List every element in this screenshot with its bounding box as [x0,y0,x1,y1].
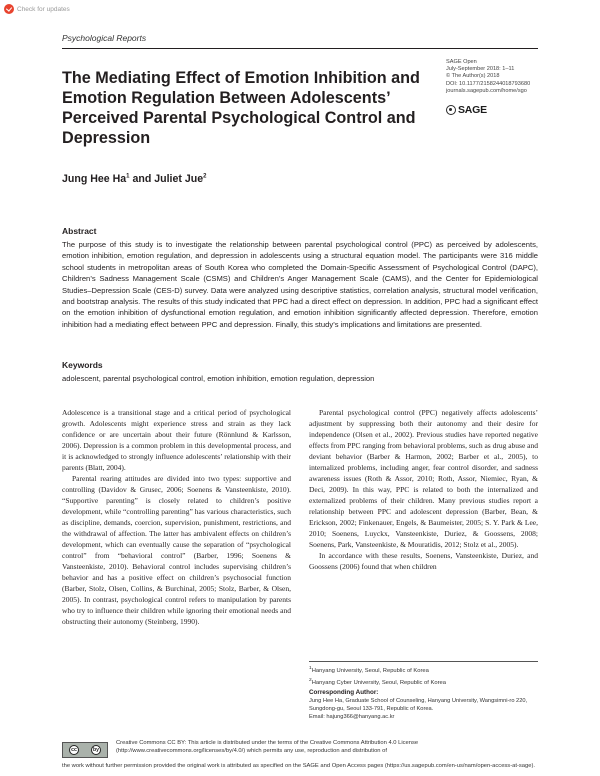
header-rule [62,48,538,49]
keywords-text: adolescent, parental psychological control, emotion inhibition, emotion regulation, depression [62,374,375,383]
doi[interactable]: DOI: 10.1177/2158244018793680 [446,80,531,87]
author-name: Jung Hee Ha [62,173,127,185]
license-text-continued: the work without further permission provided the original work is attributed as specified on the SAGE and Open Access pages (https://us.sagepub.com/en-us/nam/open-access-at-sage). [62,763,536,769]
cc-by-license-badge[interactable] [62,742,108,758]
check-for-updates-label: Check for updates [17,5,70,13]
journal-meta [446,59,566,95]
abstract-text: The purpose of this study is to investigate the relationship between parental psychological control (PPC) as perceived by adolescents, emotion inhibition, emotion regulation, and depression in adolescents using a structural equation model. The participants were 316 middle school students in metropolitan areas of South Korea who completed the Domain-Specific Assessment of Psychological Control (DAPC), Children’s Sadness Management Scale (CSMS) and Children’s Anger Management Scale (CAMS), and the Center for Epidemiological Studies–Depression Scale (CES-D) survey. Data were analyzed using descriptive statistics, correlation analysis, structural model verification, and bootstrap analysis. The results of this study indicated that PPC had a direct effect on depression. In addition, PPC had a significant effect on the emotion inhibition of dysfunctional emotion regulation, and emotion inhibition significantly affected depression. Therefore, emotion inhibition had a mediating effect between PPC and depression. Finally, this study’s implications and limitations are presented. [62,240,538,329]
author-name: Juliet Jue [154,173,204,185]
sage-logo [446,104,487,116]
corresponding-author-details [309,698,538,721]
checkmark-icon [4,4,14,14]
corresponding-email[interactable]: Email: hajung366@hanyang.ac.kr [309,713,395,720]
article-title: The Mediating Effect of Emotion Inhibition and Emotion Regulation Between Adolescents’ Perceived Parental Psychological Control and Depression [62,69,420,147]
journal-name: SAGE Open [446,59,477,65]
affiliation-item: $^2$Hanyang Cyber University, Seoul, Republic of Korea [309,677,446,686]
body-column-left [62,407,291,627]
affiliation-item: $^1$Hanyang University, Seoul, Republic of Korea [309,666,429,674]
abstract-heading: Abstract [62,226,97,236]
body-column-right [309,407,538,572]
body-paragraph: Parental psychological control (PPC) negatively affects adolescents’ adjustment by suppressing both their autonomy and their desire for independence (Olsen et al., 2002). Previous studies have reported negative effects from PPC ranging from behavioral problems, such as drug abuse and deviant behavior (Barber & Harmon, 2002; Barber et al., 2005), to internalized problems, including anger, fear control disorder, and sadness awareness issues (Roth & Assor, 2010; Roth, Assor, Niemiec, Ryan, & Deci, 2009). In this way, PPC is related to both the internalized and externalized problems of their children. Many previous studies report a relationship between PPC and adolescent depression (Barber, Bean, & Erickson, 2002; Finkenauer, Engels, & Baumeister, 2005; S. Y. Park & Lee, 2010; Soenens, Luyckx, Vansteenkiste, Duriez, & Goossens, 2008; Soenens, Park, Vansteenkiste, & Mouratidis, 2012; Stolz et al., 2005). [309,408,538,549]
affiliation-marker: 1 [126,173,130,180]
journal-section: Psychological Reports [62,33,147,43]
sage-logo-text: SAGE [458,104,487,116]
body-paragraph: Parental rearing attitudes are divided into two types: supportive and controlling (Davidov & Grusec, 2006; Soenens & Vansteenkiste, 2010). “Supportive parenting” is closely related to children’s positive development, while “controlling parenting” has various characteristics, such as discipline, demands, coercion, supervision, punishment, restrictions, and the withdrawal of affection. The latter has ambivalent effects on children’s development, which can eventually cause the separation of “psychological control” from “behavioral control” (Barber, 1996; Soenens & Vansteenkiste, 2010). Behavioral control includes supervising children’s behavior and has a positive effect on children’s psychosocial function (Barber, Stolz, Olsen, Collins, & Burchinal, 2005; Stolz, Barber, & Olsen, 2005). In contrast, psychological control refers to manipulation by parents who try to influence their children while ignoring their emotional needs and obstructing their autonomy (Steinberg, 1990). [62,474,291,626]
affiliation-marker: 2 [203,173,207,180]
license-text: Creative Commons CC BY: This article is distributed under the terms of the Creative Commons Attribution 4.0 License (http://www.creativecommons.org/licenses/by/4.0/) which permits any use, reproduction and distribution of [116,740,419,754]
sage-logo-icon [446,105,456,115]
author-joiner: and [129,173,155,185]
corresponding-address: Jung Hee Ha, Graduate School of Counseling, Hanyang University, Wangsimni-ro 220, Sungdong-gu, Seoul 133-791, Republic of Korea. [309,698,528,712]
affiliations [309,664,538,688]
body-paragraph: In accordance with these results, Soenens, Vansteenkiste, Duriez, and Goossens (2006) found that when children [309,551,538,571]
cc-icon: cc [69,745,79,755]
check-for-updates-badge[interactable] [4,3,70,15]
footnote-rule [309,661,538,662]
corresponding-author-heading: Corresponding Author: [309,689,379,696]
by-icon: by [92,747,100,753]
journal-issue: July-September 2018: 1–11 [446,66,515,73]
journal-url[interactable]: journals.sagepub.com/home/sgo [446,87,527,94]
body-paragraph: Adolescence is a transitional stage and a critical period of psychological growth. Adolescents might experience stress and strain as they lack confidence or are uncertain about their future (Rönnlund & Karlsson, 2006). Depression is a common problem in this developmental process, and it is acknowledged to strongly influence adolescents’ relationship with their parents (Blatt, 2004). [62,408,291,472]
copyright: © The Author(s) 2018 [446,73,500,80]
author-line [62,173,206,185]
keywords-heading: Keywords [62,360,103,370]
